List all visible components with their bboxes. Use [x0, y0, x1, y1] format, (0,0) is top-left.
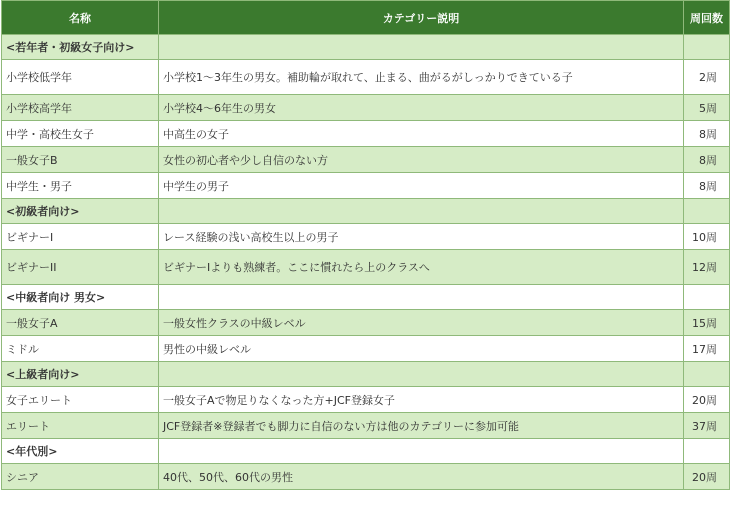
lap-count [684, 35, 730, 60]
category-description [159, 439, 684, 464]
lap-count: 37周 [684, 413, 730, 439]
category-name: <初級者向け> [2, 199, 159, 224]
section-row [2, 439, 730, 464]
category-name: ビギナーI [2, 224, 159, 250]
lap-count: 17周 [684, 336, 730, 362]
lap-count [684, 439, 730, 464]
category-name: ミドル [2, 336, 159, 362]
header-laps: 周回数 [684, 1, 730, 35]
lap-count: 12周 [684, 250, 730, 285]
category-name: 一般女子B [2, 147, 159, 173]
section-row [2, 285, 730, 310]
category-description: JCF登録者※登録者でも脚力に自信のない方は他のカテゴリーに参加可能 [159, 413, 684, 439]
category-description: 中学生の男子 [159, 173, 684, 199]
category-description: 中高生の女子 [159, 121, 684, 147]
category-description: 小学校4～6年生の男女 [159, 95, 684, 121]
table-row [2, 413, 730, 439]
lap-count: 8周 [684, 173, 730, 199]
category-description: 小学校1～3年生の男女。補助輪が取れて、止まる、曲がるがしっかりできている子 [159, 60, 684, 95]
table-row [2, 173, 730, 199]
category-name: 中学・高校生女子 [2, 121, 159, 147]
category-name: ビギナーII [2, 250, 159, 285]
table-row [2, 121, 730, 147]
section-row [2, 35, 730, 60]
lap-count: 20周 [684, 387, 730, 413]
lap-count: 15周 [684, 310, 730, 336]
table-row [2, 60, 730, 95]
category-name: <年代別> [2, 439, 159, 464]
section-row [2, 199, 730, 224]
category-name: <中級者向け 男女> [2, 285, 159, 310]
lap-count: 8周 [684, 121, 730, 147]
lap-count [684, 362, 730, 387]
table-header-row [2, 1, 730, 35]
category-description: 40代、50代、60代の男性 [159, 464, 684, 490]
header-description: カテゴリー説明 [159, 1, 684, 35]
lap-count: 10周 [684, 224, 730, 250]
category-name: 小学校低学年 [2, 60, 159, 95]
category-description: 男性の中級レベル [159, 336, 684, 362]
lap-count [684, 199, 730, 224]
table-row [2, 224, 730, 250]
table-row [2, 387, 730, 413]
category-name: <上級者向け> [2, 362, 159, 387]
section-row [2, 362, 730, 387]
category-description [159, 285, 684, 310]
category-description: ビギナーIよりも熟練者。ここに慣れたら上のクラスへ [159, 250, 684, 285]
lap-count: 5周 [684, 95, 730, 121]
lap-count: 8周 [684, 147, 730, 173]
lap-count: 20周 [684, 464, 730, 490]
category-description: レース経験の浅い高校生以上の男子 [159, 224, 684, 250]
category-name: <若年者・初級女子向け> [2, 35, 159, 60]
lap-count [684, 285, 730, 310]
lap-count: 2周 [684, 60, 730, 95]
table-row [2, 250, 730, 285]
category-description [159, 199, 684, 224]
category-table [1, 0, 730, 490]
category-description: 一般女子Aで物足りなくなった方+JCF登録女子 [159, 387, 684, 413]
category-name: 小学校高学年 [2, 95, 159, 121]
table-row [2, 336, 730, 362]
table-row [2, 464, 730, 490]
category-description: 女性の初心者や少し自信のない方 [159, 147, 684, 173]
category-name: シニア [2, 464, 159, 490]
category-name: 一般女子A [2, 310, 159, 336]
category-description [159, 35, 684, 60]
table-row [2, 310, 730, 336]
header-name: 名称 [2, 1, 159, 35]
category-name: 中学生・男子 [2, 173, 159, 199]
table-row [2, 147, 730, 173]
category-description: 一般女性クラスの中級レベル [159, 310, 684, 336]
category-description [159, 362, 684, 387]
table-row [2, 95, 730, 121]
category-name: エリート [2, 413, 159, 439]
category-name: 女子エリート [2, 387, 159, 413]
